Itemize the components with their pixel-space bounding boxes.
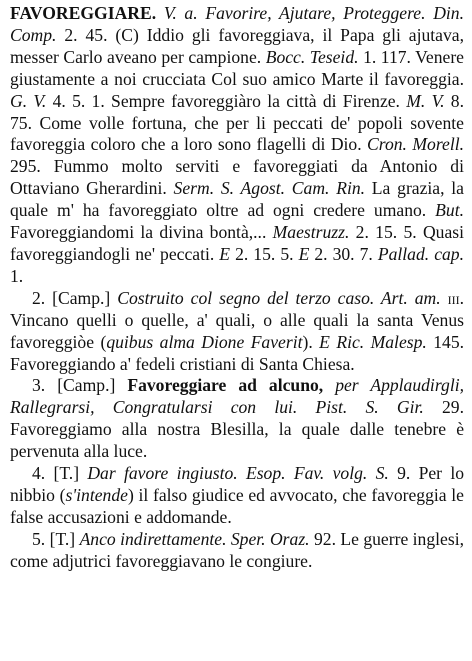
- text-run: ).: [302, 331, 320, 352]
- text-run: quibus alma Dione Faverit: [106, 331, 303, 352]
- text-run: 4. 5. 1. Sempre favoreggiàro la città di Firenze.: [46, 90, 407, 111]
- text-run: 3. [Camp.]: [32, 375, 128, 396]
- text-run: [156, 3, 164, 23]
- text-run: Anco indirettamente. Sper. Oraz.: [79, 528, 310, 549]
- text-run: 1.: [10, 265, 24, 286]
- entry-paragraph-1: [10, 3, 464, 288]
- text-run: V. a. Favorire, Ajutare, Proteggere. Din. Comp.: [10, 3, 464, 45]
- text-run: 2. 45. (C) Iddio gli favoreggiava, il Papa gli ajutava, messer Carlo aveano per campione.: [10, 24, 464, 67]
- entry-paragraph-2: [10, 288, 464, 376]
- text-run: 29. Favoreggiamo alla nostra Blesilla, la quale dalle tenebre è pervenuta alla luce.: [10, 397, 465, 462]
- text-run: [323, 375, 335, 395]
- text-run: [441, 288, 448, 308]
- text-run: 92. Le guerre inglesi, come adjutrici favoreggiavano le congiure.: [10, 528, 464, 571]
- text-run: 8. 75. Come volle fortuna, che per li peccati de' popoli sovente favoreggia coloro che a loro sono flagelli di Dio.: [10, 90, 464, 155]
- text-run: Pallad. cap.: [377, 243, 464, 264]
- text-run: 295. Fummo molto serviti e favoreggiati da Antonio di Ottaviano Gherardini.: [10, 156, 464, 199]
- text-run: Serm. S. Agost. Cam. Rin.: [173, 178, 366, 199]
- text-run: But.: [435, 200, 464, 221]
- text-run: Bocc. Teseid.: [265, 46, 359, 67]
- text-run: 9. Per lo nibbio (: [10, 463, 464, 505]
- text-run: 2. [Camp.]: [32, 287, 118, 308]
- text-run: 2. 15. 5. Quasi favoreggiandogli ne' peccati.: [10, 222, 464, 264]
- text-run: E: [298, 243, 310, 264]
- text-run: . Vincano quelli o quelle, a' quali, o alle quali la santa Venus favoreggiòe (: [10, 287, 465, 352]
- text-run: Favoreggiare ad alcuno,: [127, 375, 324, 396]
- text-run: Maestruzz.: [272, 222, 350, 243]
- text-run: G. V.: [10, 90, 47, 111]
- entry-paragraph-3: [10, 375, 464, 463]
- text-run: 2. 15. 5.: [230, 243, 299, 264]
- text-run: Dar favore ingiusto. Esop. Fav. volg. S.: [87, 463, 389, 484]
- text-run: 5. [T.]: [32, 528, 80, 549]
- text-run: E: [219, 243, 231, 264]
- text-run: 145. Favoreggiando a' fedeli cristiani di Santa Chiesa.: [10, 331, 465, 374]
- text-run: FAVOREGGIARE.: [10, 3, 157, 23]
- text-run: ) il falso giudice ed avvocato, che favoreggia le false accusazioni e addomande.: [10, 484, 464, 527]
- text-run: 2. 30. 7.: [309, 243, 378, 264]
- text-run: E Ric. Malesp.: [319, 331, 427, 352]
- entry-paragraph-5: [10, 529, 464, 573]
- entry-paragraph-4: [10, 463, 464, 529]
- text-run: Favoreggiandomi la divina bontà,...: [10, 222, 273, 243]
- text-run: La grazia, la quale m' ha favoreggiato oltre ad ogni credere umano.: [10, 178, 464, 221]
- text-run: 4. [T.]: [32, 463, 88, 484]
- text-run: iii: [447, 287, 460, 308]
- text-run: per Applaudirgli, Rallegrarsi, Congratularsi con lui. Pist. S. Gir.: [10, 375, 464, 418]
- text-run: Cron. Morell.: [367, 134, 464, 155]
- text-run: 1. 117. Venere giustamente a noi crucciata Col suo amico Marte il favoreggia.: [10, 46, 464, 89]
- text-run: M. V.: [406, 90, 445, 111]
- text-run: s'intende: [65, 484, 128, 505]
- text-run: Costruito col segno del terzo caso. Art. am.: [117, 287, 441, 308]
